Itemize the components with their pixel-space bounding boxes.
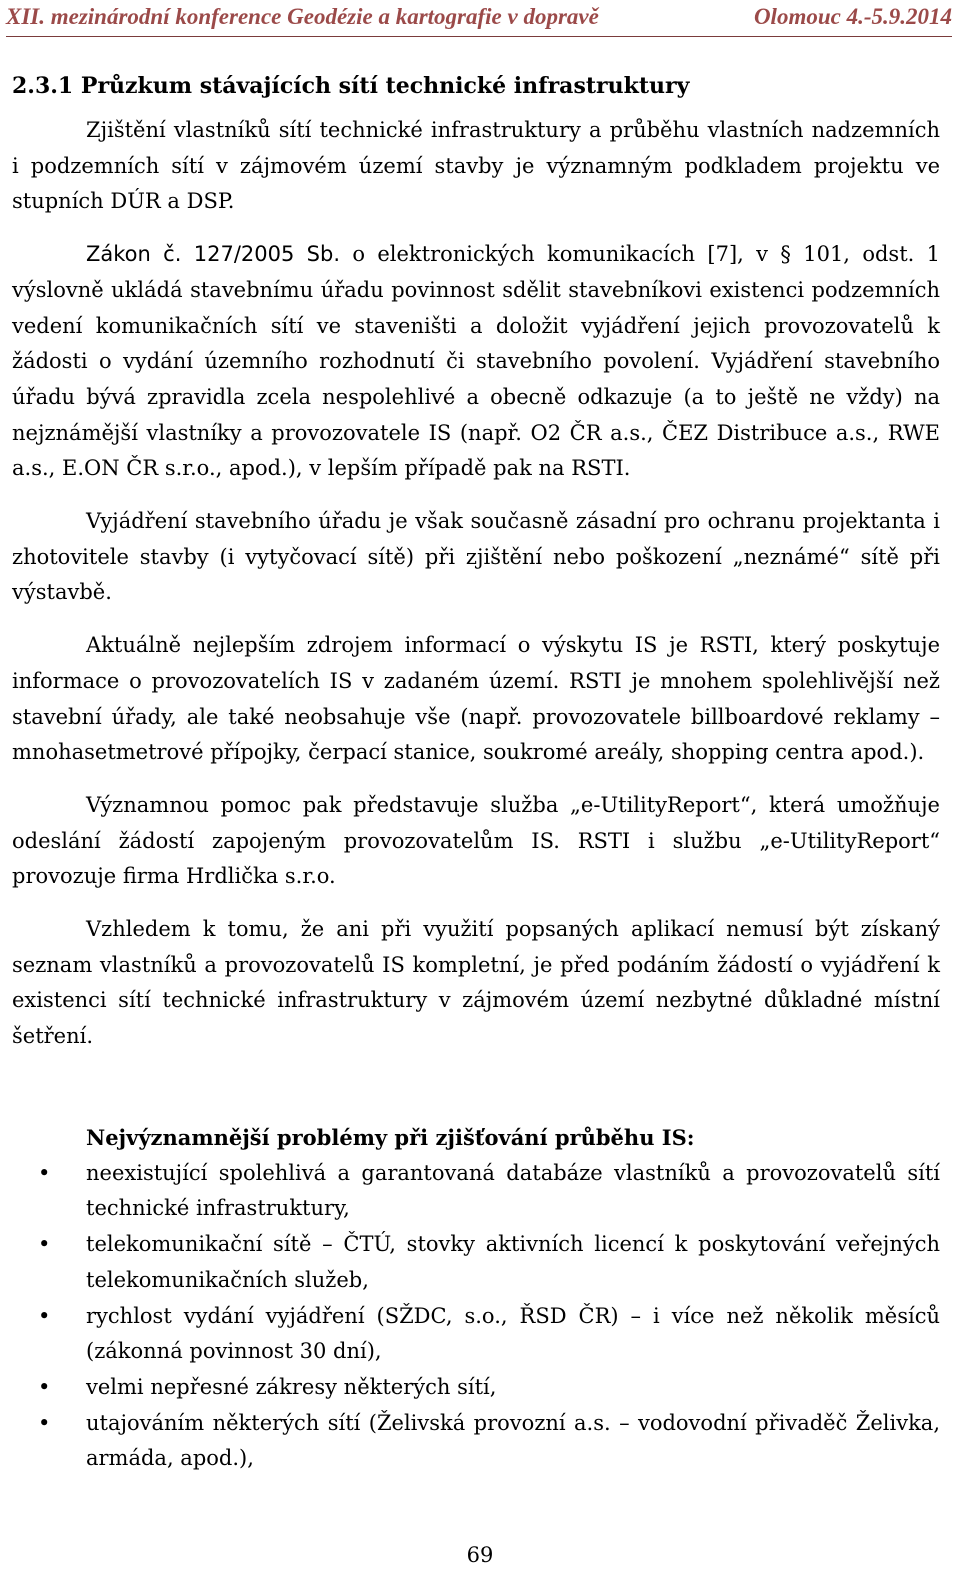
problems-title: Nejvýznamnější problémy při zjišťování průběhu IS:: [86, 1125, 695, 1150]
bullet-icon: •: [38, 1160, 51, 1185]
page-number: 69: [466, 1543, 494, 1567]
paragraph-5: Významnou pomoc pak představuje služba „e-UtilityReport“, která umožňuje odeslání žádostí zapojeným provozovatelům IS. RSTI i službu „e-UtilityReport“ provozuje firma Hrdlička s.r.o.: [12, 792, 940, 889]
paragraph-2: [12, 237, 940, 487]
running-header: [6, 2, 952, 37]
list-item-text: velmi nepřesné zákresy některých sítí,: [86, 1374, 497, 1399]
list-item: [12, 1299, 940, 1370]
bullet-icon: •: [38, 1232, 51, 1257]
paragraph-2-text: o elektronických komunikacích [7], v § 101, odst. 1 výslovně ukládá stavebnímu úřadu povinnost sdělit stavebníkovi existenci podzemních vedení komunikačních sítí ve staveništi a doložit vyjádření jejich provozovatelů k žádosti o vydání územního rozhodnutí či stavebního povolení. Vyjádření stavebního úřadu bývá zpravidla zcela nespolehlivé a obecně odkazuje (a to ještě ne vždy) na nejznámější vlastníky a provozovatele IS (např. O2 ČR a.s., ČEZ Distribuce a.s., RWE a.s., E.ON ČR s.r.o., apod.), v lepším případě pak na RSTI.: [12, 242, 941, 481]
paragraph-4: Aktuálně nejlepším zdrojem informací o výskytu IS je RSTI, který poskytuje informace o provozovatelích IS v zadaném území. RSTI je mnohem spolehlivější než stavební úřady, ale také neobsahuje vše (např. provozovatele billboardové reklamy – mnohasetmetrové přípojky, čerpací stanice, soukromé areály, shopping centra apod.).: [12, 633, 940, 765]
header-conference-title: XII. mezinárodní konference Geodézie a kartografie v dopravě: [6, 4, 599, 29]
header-location-date: Olomouc 4.-5.9.2014: [753, 4, 952, 29]
problems-list: [12, 1156, 940, 1477]
bullet-icon: •: [38, 1374, 51, 1399]
law-citation: Zákon č. 127/2005 Sb.: [86, 242, 341, 267]
paragraph-1: Zjištění vlastníků sítí technické infrastruktury a průběhu vlastních nadzemních i podzemních sítí v zájmovém území stavby je významným podkladem projektu ve stupních DÚR a DSP.: [12, 118, 940, 214]
bullet-icon: •: [38, 1303, 51, 1328]
list-item-text: neexistující spolehlivá a garantovaná databáze vlastníků a provozovatelů sítí technické infrastruktury,: [86, 1160, 940, 1221]
list-item-text: rychlost vydání vyjádření (SŽDC, s.o., ŘSD ČR) – i více než několik měsíců (zákonná povinnost 30 dní),: [86, 1303, 940, 1364]
paragraph-3: Vyjádření stavebního úřadu je však současně zásadní pro ochranu projektanta i zhotovitele stavby (i vytyčovací sítě) při zjištění nebo poškození „neznámé“ sítě při výstavbě.: [12, 509, 940, 605]
paragraph-6: Vzhledem k tomu, že ani při využití popsaných aplikací nemusí být získaný seznam vlastníků a provozovatelů IS kompletní, je před podáním žádostí o vyjádření k existenci sítí technické infrastruktury v zájmovém území nezbytné důkladné místní šetření.: [12, 917, 940, 1049]
section-heading: 2.3.1 Průzkum stávajících sítí technické infrastruktury: [12, 73, 690, 99]
list-item: [12, 1370, 940, 1406]
bullet-icon: •: [38, 1410, 51, 1435]
list-item: [12, 1156, 940, 1227]
list-item-text: utajováním některých sítí (Želivská provozní a.s. – vodovodní přivaděč Želivka, armáda, apod.),: [86, 1410, 940, 1471]
list-item-text: telekomunikační sítě – ČTÚ, stovky aktivních licencí k poskytování veřejných telekomunikačních služeb,: [86, 1232, 940, 1292]
list-item: [12, 1227, 940, 1298]
problems-section: [12, 1120, 940, 1477]
body-text: [12, 113, 940, 1055]
list-item: [12, 1406, 940, 1477]
